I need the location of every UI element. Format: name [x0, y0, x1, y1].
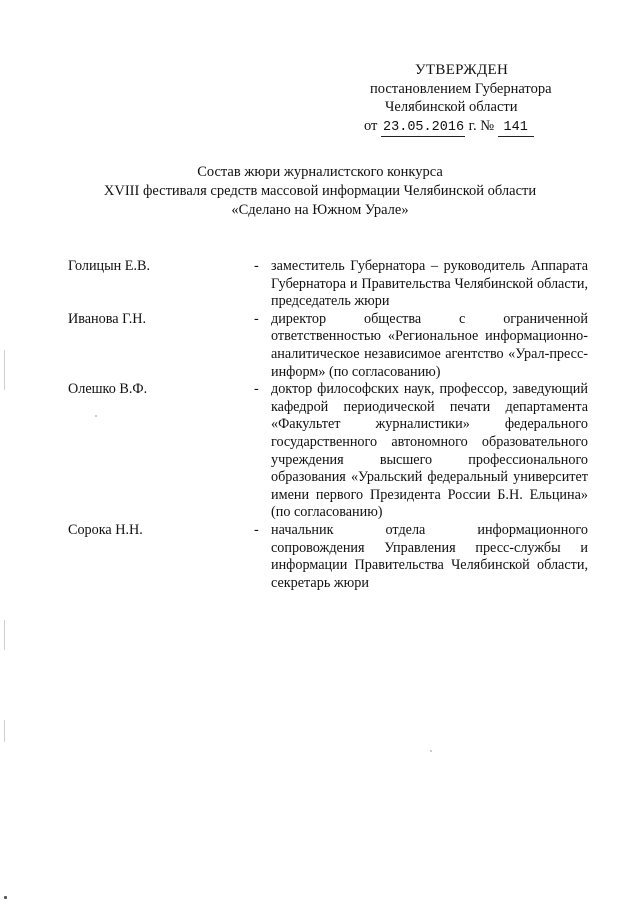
heading-line-3: «Сделано на Южном Урале» [231, 202, 409, 218]
member-name: Сорока Н.Н. [68, 521, 143, 538]
scan-artifact [4, 720, 5, 742]
jury-members-list [68, 258, 588, 592]
approval-region-line: Челябинской области [385, 99, 518, 115]
approval-number-label: г. № [468, 118, 495, 134]
scan-speck [4, 896, 7, 899]
list-item [68, 258, 588, 311]
scan-artifact [4, 350, 5, 390]
heading-line-2: XVIII фестиваля средств массовой информации Челябинской области [103, 183, 537, 199]
member-name: Олешко В.Ф. [68, 381, 148, 398]
approval-title: УТВЕРЖДЕН [415, 62, 509, 78]
member-dash: - [254, 381, 259, 398]
list-item [68, 381, 588, 522]
member-dash: - [254, 521, 259, 538]
member-role: заместитель Губернатора – руководитель Аппарата Губернатора и Правительства Челябинской области, председатель жюри [271, 258, 588, 310]
member-name: Голицын Е.В. [68, 258, 151, 274]
approval-number-field: 141 [498, 119, 534, 137]
member-role: директор общества с ограниченной ответственностью «Региональное информационно-аналитическое независимое агентство «Урал-пресс-информ» (по согласованию) [271, 310, 588, 380]
member-dash: - [254, 310, 259, 327]
member-name: Иванова Г.Н. [68, 310, 147, 327]
document-heading [60, 163, 580, 220]
member-dash: - [254, 258, 259, 274]
member-role: доктор философских наук, профессор, заведующий кафедрой периодической печати департамента «Факультет журналистики» федерального государственного автономного образовательного учреждения высшего профессионального образования «Уральский федеральный университет имени первого Президента России Б.Н. Ельцина» (по согласованию) [271, 381, 588, 521]
scan-speck [430, 750, 432, 752]
scan-speck [95, 415, 97, 417]
member-role: начальник отдела информационного сопровождения Управления пресс-службы и информации Правительства Челябинской области, секретарь жюри [271, 521, 588, 591]
approval-resolution-line: постановлением Губернатора [370, 81, 552, 97]
approval-date-line [364, 118, 534, 137]
approval-date-field: 23.05.2016 [383, 120, 465, 135]
list-item [68, 311, 588, 381]
approval-from-label: от [364, 118, 378, 134]
heading-line-1: Состав жюри журналистского конкурса [197, 164, 443, 180]
list-item [68, 522, 588, 592]
scan-artifact [4, 620, 5, 650]
